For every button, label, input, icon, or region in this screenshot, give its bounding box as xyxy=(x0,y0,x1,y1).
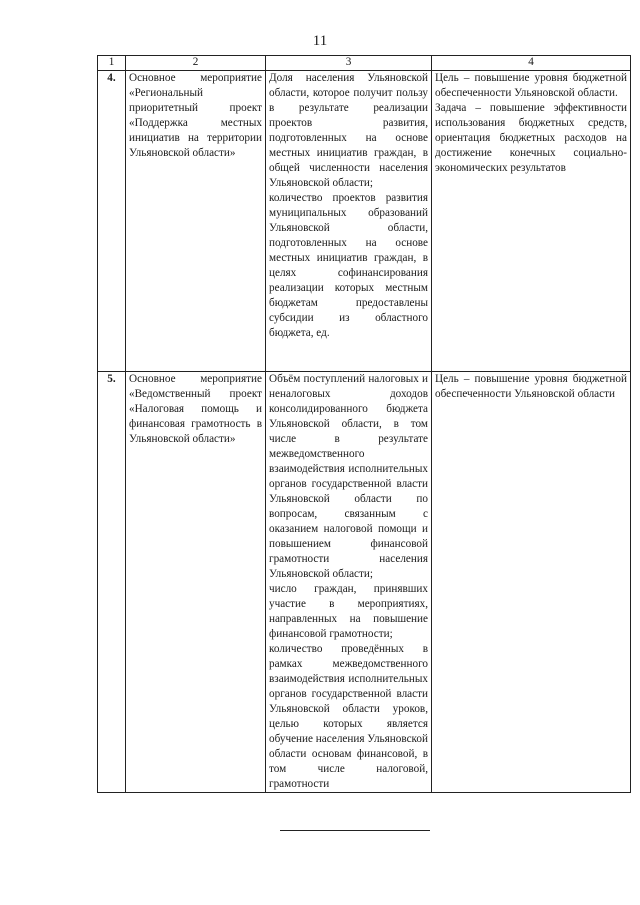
task-text: Задача – повышение эффективности использования бюджетных средств, ориентация бюджетных расходов на достижение конечных социально-экономических результатов xyxy=(435,102,627,174)
header-cell-3: 3 xyxy=(266,56,432,71)
goals-cell xyxy=(432,372,631,793)
indicator-text: число граждан, принявших участие в мероприятиях, направленных на повышение финансовой грамотности; xyxy=(269,583,428,640)
row-number: 4. xyxy=(98,71,126,372)
event-cell xyxy=(126,71,266,372)
indicator-text: Доля населения Ульяновской области, которое получит пользу в результате реализации проектов развития, подготовленных на основе местных инициатив граждан, в общей численности населения Ульяновской области; xyxy=(269,72,428,189)
indicator-text: Объём поступлений налоговых и неналоговых доходов консолидированного бюджета Ульяновской области, в том числе в результате межведомственного взаимодействия исполнительных органов государственной власти Ульяновской области по вопросам, связанным с оказанием налоговой помощи и повышением финансовой грамотности населения Ульяновской области; xyxy=(269,373,428,580)
indicators-cell xyxy=(266,71,432,372)
event-text: Основное мероприятие «Ведомственный проект «Налоговая помощь и финансовая грамотность в Ульяновской области» xyxy=(129,373,262,445)
event-cell xyxy=(126,372,266,793)
event-text: Основное мероприятие «Региональный приоритетный проект «Поддержка местных инициатив на территории Ульяновской области» xyxy=(129,72,262,159)
header-cell-2: 2 xyxy=(126,56,266,71)
table-header-row xyxy=(98,56,631,71)
page-number: 11 xyxy=(312,33,328,49)
footer-rule xyxy=(280,830,430,831)
header-cell-1: 1 xyxy=(98,56,126,71)
table-row xyxy=(98,372,631,793)
row-number: 5. xyxy=(98,372,126,793)
header-cell-4: 4 xyxy=(432,56,631,71)
goal-text: Цель – повышение уровня бюджетной обеспеченности Ульяновской области xyxy=(435,373,627,400)
indicator-text: количество проведённых в рамках межведомственного взаимодействия исполнительных органов государственной власти Ульяновской области уроков, целью которых является обучение населения Ульяновской области основам финансовой, в том числе налоговой, грамотности xyxy=(269,643,428,790)
goal-text: Цель – повышение уровня бюджетной обеспеченности Ульяновской области. xyxy=(435,72,627,99)
indicator-text: количество проектов развития муниципальных образований Ульяновской области, подготовленных на основе местных инициатив граждан, в целях софинансирования реализации которых местным бюджетам предоставлены субсидии из областного бюджета, ед. xyxy=(269,192,428,339)
indicators-cell xyxy=(266,372,432,793)
table-row xyxy=(98,71,631,372)
program-table xyxy=(97,55,631,793)
goals-cell xyxy=(432,71,631,372)
